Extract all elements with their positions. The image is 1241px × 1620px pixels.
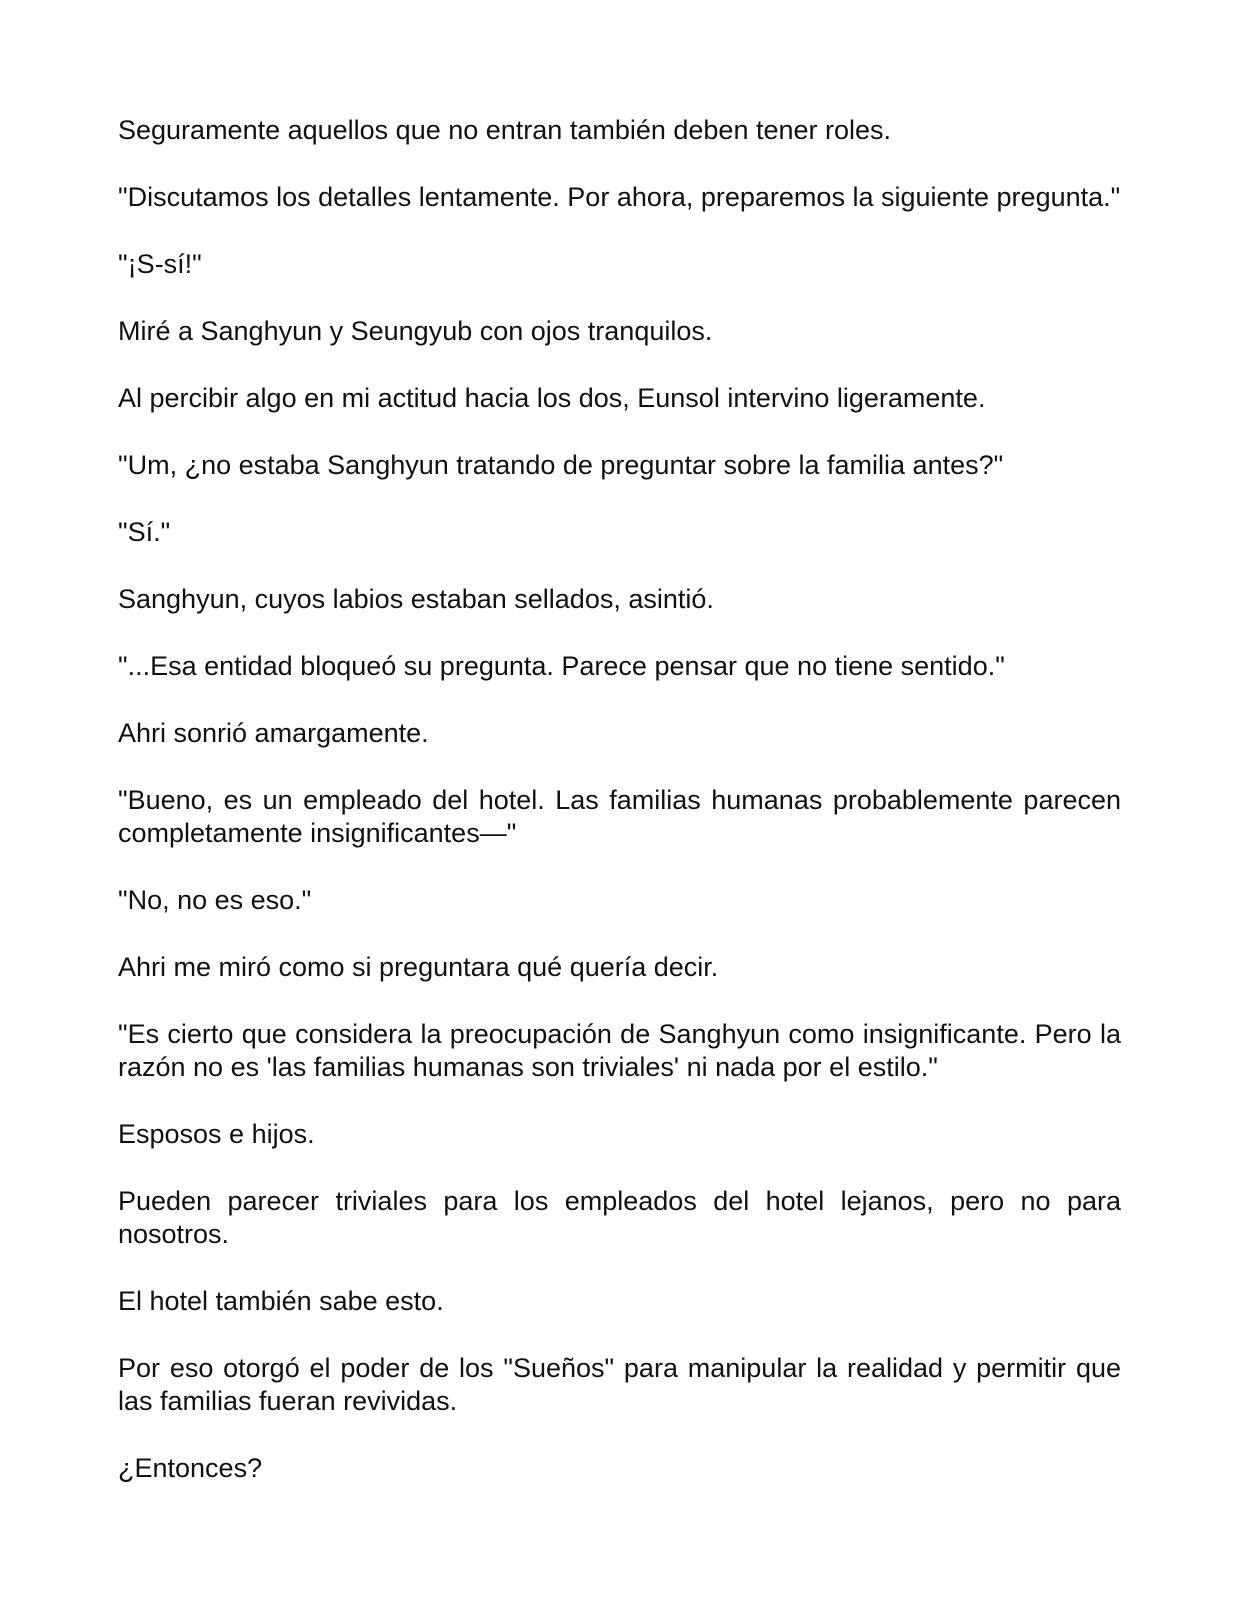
paragraph: "Es cierto que considera la preocupación de Sanghyun como insignificante. Pero la razón no es 'las familias humanas son triviales' ni nada por el estilo.": [118, 1019, 1121, 1082]
paragraph: Al percibir algo en mi actitud hacia los dos, Eunsol intervino ligeramente.: [118, 383, 986, 413]
paragraph: "Sí.": [118, 517, 171, 547]
paragraph: "Discutamos los detalles lentamente. Por ahora, preparemos la siguiente pregunta.": [118, 182, 1121, 212]
document-body: [118, 114, 1121, 1485]
paragraph: Pueden parecer triviales para los empleados del hotel lejanos, pero no para nosotros.: [118, 1186, 1121, 1249]
paragraph: Ahri sonrió amargamente.: [118, 718, 429, 748]
paragraph: "¡S-sí!": [118, 249, 202, 279]
paragraph: "No, no es eso.": [118, 885, 312, 915]
paragraph: Por eso otorgó el poder de los "Sueños" para manipular la realidad y permitir que las familias fueran revividas.: [118, 1353, 1121, 1416]
paragraph: ¿Entonces?: [118, 1453, 263, 1483]
paragraph: "Bueno, es un empleado del hotel. Las familias humanas probablemente parecen completamente insignificantes—": [118, 785, 1121, 848]
paragraph: "Um, ¿no estaba Sanghyun tratando de preguntar sobre la familia antes?": [118, 450, 1004, 480]
paragraph: El hotel también sabe esto.: [118, 1286, 444, 1316]
paragraph: Ahri me miró como si preguntara qué quería decir.: [118, 952, 719, 982]
paragraph: Sanghyun, cuyos labios estaban sellados, asintió.: [118, 584, 714, 614]
paragraph: Seguramente aquellos que no entran también deben tener roles.: [118, 115, 892, 145]
paragraph: Esposos e hijos.: [118, 1119, 315, 1149]
paragraph: Miré a Sanghyun y Seungyub con ojos tranquilos.: [118, 316, 713, 346]
paragraph: "...Esa entidad bloqueó su pregunta. Parece pensar que no tiene sentido.": [118, 651, 1005, 681]
